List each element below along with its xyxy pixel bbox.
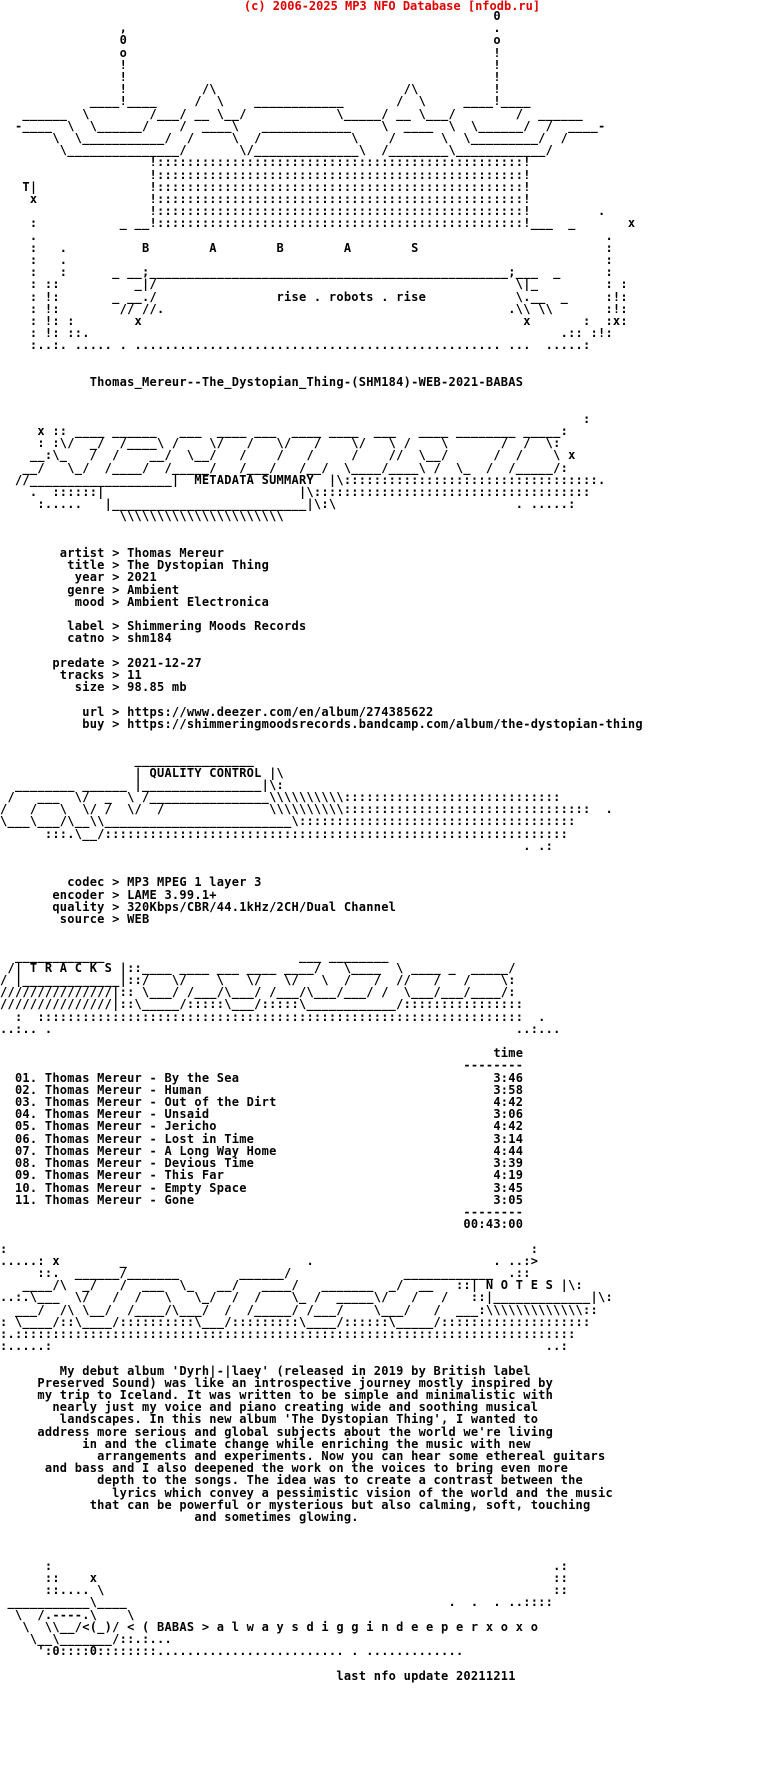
site-banner: (c) 2006-2025 MP3 NFO Database [nfodb.ru] bbox=[243, 0, 541, 13]
nfo-document: 0 , . 0 o o ! ! ! ! ! ! /\ /\ ! ____!____ / \ ____________ / \ ____!____ ______ \ /___/ __ \__/ \_____/ __ \___/ / ______ -____ \ \______/ / ____\ ____________ \ ____ \ \______/ / ____- \ \___________/ / \ / \ / \ \_________/ / \_______________/ \/______________\ /________\____________/ !:::::::::::::::::::::::::::::::::::::::::::::::::! !:::::::::::::::::::::::::::::::::::::::::::::::::! T| !:::::::::::::::::::::::::::::::::::::::::::::::::! x !:::::::::::::::::::::::::::::::::::::::::::::::::! !:::::::::::::::::::::::::::::::::::::::::::::::::! . : _ __!:::::::::::::::::::::::::::::::::::::::::::::::::!___ _ x . . : . B A B A S : : . : : : _ __;________________________________________________;___ _ : : :: _|/ \|_ : : : !: _ __./ rise . robots . rise \.__ _ :!: : !: // //. .\\ \\ :!: : !: : x x : :x: : !: ::. .:: :!: :..:. ..... . ................................................. ... .....: Thomas_Mereur--The_Dystopian_Thing-(SHM184)-WEB-2021-BABAS : x :: ____ ______ ___ ____ ___ ____ ____ ___ ____ ________ _____: : :\/ _/ /____\ / \/ / \/ / \/ \ / \ / / \: __:\_ / / __/ \__/ / / / / // \__/ / / \ x __/ \_/ /____/ /_____/ /___/ /__/ \____/____\ / \_ / /_____/: //___________________| METADATA SUMMARY |\::::::::::::::::::::::::::::::::::. . ::::::| |\::::::::::::::::::::::::::::::::::::: :..... |__________________________|\:\ . .....: \\\\\\\\\\\\\\\\\\\\\\ artist > Thomas Mereur title > The Dystopian Thing year > 2021 genre > Ambient mood > Ambient Electronica label > Shimmering Moods Records catno > shm184 predate > 2021-12-27 tracks > 11 size > 98.85 mb url > https://www.deezer.com/en/album/274385622 buy > https://shimmeringmoodsrecords.bandcamp.com/album/the-dystopian-thing ________________ | QUALITY CONTROL |\ ________ ______ |________________|\: / ___ \/ _ \ /________________\\\\\\\\\\::::::::::::::::::::::::::::: / / \ \/ / \/ / \\\\\\\\\\::::::::::::::::::::::::::::::::: . \___\___/\__\\_________________________\::::::::::::::::::::::::::::::::::::: :::.\__/:::::::::::::::::::::::::::::::::::::::::::::::::::::::::::::: . .: codec > MP3 MPEG 1 layer 3 encoder > LAME 3.99.1+ quality > 320Kbps/CBR/44.1kHz/2CH/Dual Channel source > WEB ____________ ___ ________ /| T R A C K S |::____ ____ ___ ____ ____/ \____ \ ____ _ _____/ / |_____________|::/ \/ \ \/ \/ \ / / // / / \: ///////////////|:: \___/ /___/\___/ /___/\___/___/ / \___/___/____/: ///////////////|::\_____/:::::\___/:::::\____________/:::::::::::::::: : ::::::::::::::::::::::::::::::::::::::::::::::::::::::::::::::::: . ..:.. . ..:... time -------- 01. Thomas Mereur - By the Sea 3:46 02. Thomas Mereur - Human 3:58 03. Thomas Mereur - Out of the Dirt 4:42 04. Thomas Mereur - Unsaid 3:06 05. Thomas Mereur - Jericho 4:42 06. Thomas Mereur - Lost in Time 3:14 07. Thomas Mereur - A Long Way Home 4:44 08. Thomas Mereur - Devious Time 3:39 09. Thomas Mereur - This Far 4:19 10. Thomas Mereur - Empty Space 3:45 11. Thomas Mereur - Gone 3:05 -------- 00:43:00 : : .....: x _ . . ..:> ::. ______/_______ ______/ ____________ .:: ____/\ _/ / ___ \_ __/ ____/ _______ _/ __ ::| N O T E S |\: ..:.\___ \/ / / \ \_/ / / \_ / _____\/ / / ::|_____________|\: ___/ /\ \__/ /____/\___/ / /_____/ /___/ \___/ / ___:\\\\\\\\\\\\\:: : \____/::\____/::::::::::\___/:::::::::\____/::::::\_____/:::::::::::::::::::: :.::::::::::::::::::::::::::::::::::::::::::::::::::::::::::::::::::::::::::: :.....: ..: My debut album 'Dyrh|-|laey' (released in 2019 by British label Preserved Sound) was like an introspective journey mostly inspired by my trip to Iceland. It was written to be simple and minimalistic with nearly just my voice and piano creating wide and soothing musical landscapes. In this new album 'The Dystopian Thing', I wanted to address more serious and global subjects about the world we're living in and the climate change while enriching the music with new arrangements and experiments. Now you can hear some ethereal guitars and bass and I also deepened the work on the voices to bring even more depth to the songs. The idea was to create a contrast between the lyrics which convey a pessimistic vision of the world and the music that can be powerful or mysterious but also calming, soft, touching and sometimes glowing. : .: :: x :: ::.... \ :: ___________\____ . . . ..:::: \ /.----.\ \ \ \\__/<(_)/ < ( BABAS > a l w a y s d i g g i n d e e p e r x o x o \__\_______/::.:... ':0::::0::::::::......................... . ............. last nfo update 20211211 bbox=[0, 9, 643, 1683]
